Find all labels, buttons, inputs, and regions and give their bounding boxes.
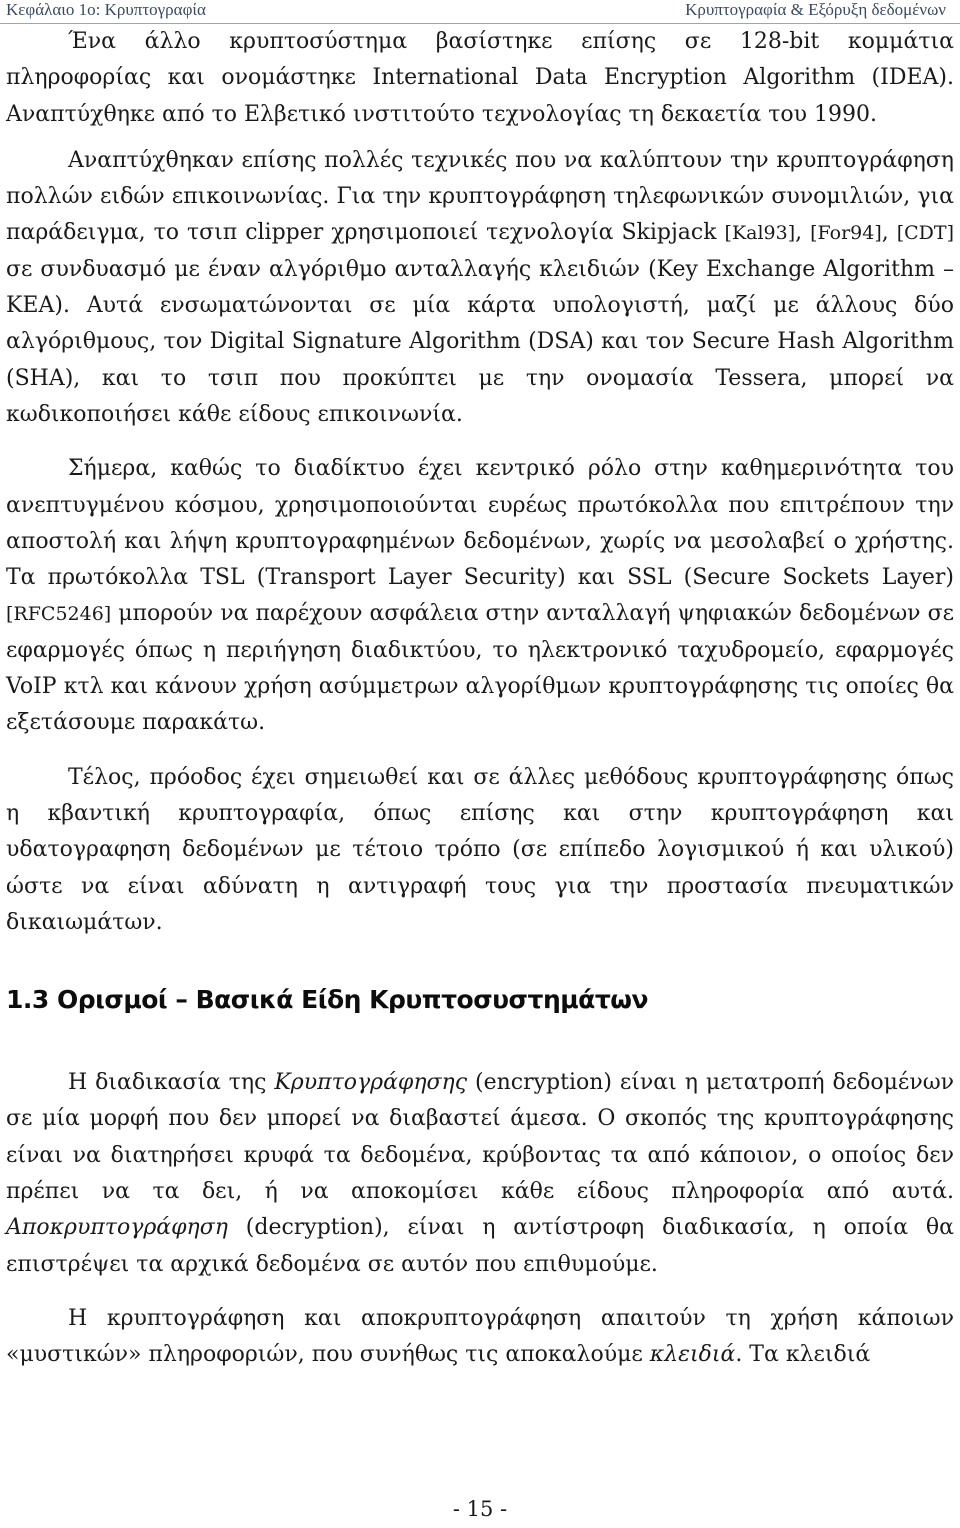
paragraph-text: μπορούν να παρέχουν ασφάλεια στην ανταλλαγή ψηφιακών δεδομένων σε εφαρμογές όπως η περιήγηση διαδικτύου, το ηλεκτρονικό ταχυδρομείο, εφαρμογές VoIP κτλ και κάνουν χρήση ασύμμετρων αλγορίθμων κρυπτογράφησης τις οποίες θα εξετάσουμε παρακάτω. xyxy=(6,601,954,736)
paragraph-text: (decryption), είναι η αντίστροφη διαδικασία, η οποία θα επιστρέψει τα αρχικά δεδομένα σε αυτόν που επιθυμούμε. xyxy=(6,1215,954,1277)
page-body xyxy=(6,24,954,1374)
chapter-title: Κεφάλαιο 1ο: Κρυπτογραφία xyxy=(6,0,206,19)
paragraph-protocols xyxy=(6,451,954,741)
term-decryption: Αποκρυπτογράφηση xyxy=(6,1215,228,1241)
citation-cdt: [CDT] xyxy=(896,222,954,245)
page-number: - 15 - xyxy=(452,1497,508,1521)
book-title: Κρυπτογραφία & Εξόρυξη δεδομένων xyxy=(685,0,946,19)
paragraph-other-methods: Τέλος, πρόοδος έχει σημειωθεί και σε άλλες μεθόδους κρυπτογράφησης όπως η κβαντική κρυπτογραφία, όπως επίσης και στην κρυπτογράφηση και υδατογραφηση δεδομένων με τέτοιο τρόπο (σε επίπεδο λογισμικού ή και υλικού) ώστε να είναι αδύνατη η αντιγραφή τους για την προστασία πνευματικών δικαιωμάτων. xyxy=(6,764,954,935)
term-encryption: Κρυπτογράφησης xyxy=(274,1070,468,1096)
page-header xyxy=(0,0,960,22)
term-keys: κλειδιά xyxy=(649,1342,736,1368)
paragraph-communication xyxy=(6,143,954,433)
separator: , xyxy=(795,220,811,246)
paragraph-text: Η διαδικασία της xyxy=(68,1070,275,1096)
paragraph-keys xyxy=(6,1301,954,1374)
paragraph-text: σε συνδυασμό με έναν αλγόριθμο ανταλλαγής κλειδιών (Key Exchange Algorithm – KEA). Αυτά ενσωματώνονται σε μία κάρτα υπολογιστή, μαζί με άλλους δύο αλγόριθμους, τον Digital Signature Algorithm (DSA) και τον Secure Hash Algorithm (SHA), και το τσιπ που προκύπτει με την ονομασία Tessera, μπορεί να κωδικοποιήσει κάθε είδους επικοινωνία. xyxy=(6,256,954,427)
section-heading: 1.3 Ορισμοί – Βασικά Είδη Κρυπτοσυστημάτων xyxy=(6,985,649,1015)
paragraph-text: (encryption) είναι η μετατροπή δεδομένων σε μία μορφή που δεν μπορεί να διαβαστεί άμεσα. Ο σκοπός της κρυπτογράφησης είναι να διατηρήσει κρυφά τα δεδομένα, κρύβοντας τα από κάποιον, ο οποίος δεν πρέπει να τα δει, ή να αποκομίσει κάθε είδους πληροφορία από αυτά. xyxy=(6,1070,955,1205)
citation-for94: [For94] xyxy=(810,222,882,245)
paragraph-text: Η κρυπτογράφηση και αποκρυπτογράφηση απαιτούν τη χρήση κάποιων «μυστικών» πληροφοριών, που συνήθως τις αποκαλούμε xyxy=(6,1305,954,1368)
citation-kal93: [Kal93] xyxy=(724,222,796,245)
paragraph-idea: Ένα άλλο κρυπτοσύστημα βασίστηκε επίσης σε 128-bit κομμάτια πληροφορίας και ονομάστηκε International Data Encryption Algorithm (IDEA). Αναπτύχθηκε από το Ελβετικό ινστιτούτο τεχνολογίας τη δεκαετία του 1990. xyxy=(6,29,954,127)
separator: , xyxy=(881,220,897,246)
paragraph-text: . Τα κλειδιά xyxy=(735,1342,871,1368)
paragraph-text: Σήμερα, καθώς το διαδίκτυο έχει κεντρικό ρόλο στην καθημερινότητα του ανεπτυγμένου κόσμου, χρησιμοποιούνται ευρέως πρωτόκολλα που επιτρέπουν την αποστολή και λήψη κρυπτογραφημένων δεδομένων, χωρίς να μεσολαβεί ο χρήστης. Τα πρωτόκολλα TSL (Transport Layer Security) και SSL (Secure Sockets Layer) xyxy=(6,456,954,591)
paragraph-text: Αναπτύχθηκαν επίσης πολλές τεχνικές που να καλύπτουν την κρυπτογράφηση πολλών ειδών επικοινωνίας. Για την κρυπτογράφηση τηλεφωνικών συνομιλιών, για παράδειγμα, το τσιπ clipper χρησιμοποιεί τεχνολογία Skipjack xyxy=(6,147,954,246)
paragraph-definitions xyxy=(6,1065,954,1283)
citation-rfc5246: [RFC5246] xyxy=(6,603,112,626)
